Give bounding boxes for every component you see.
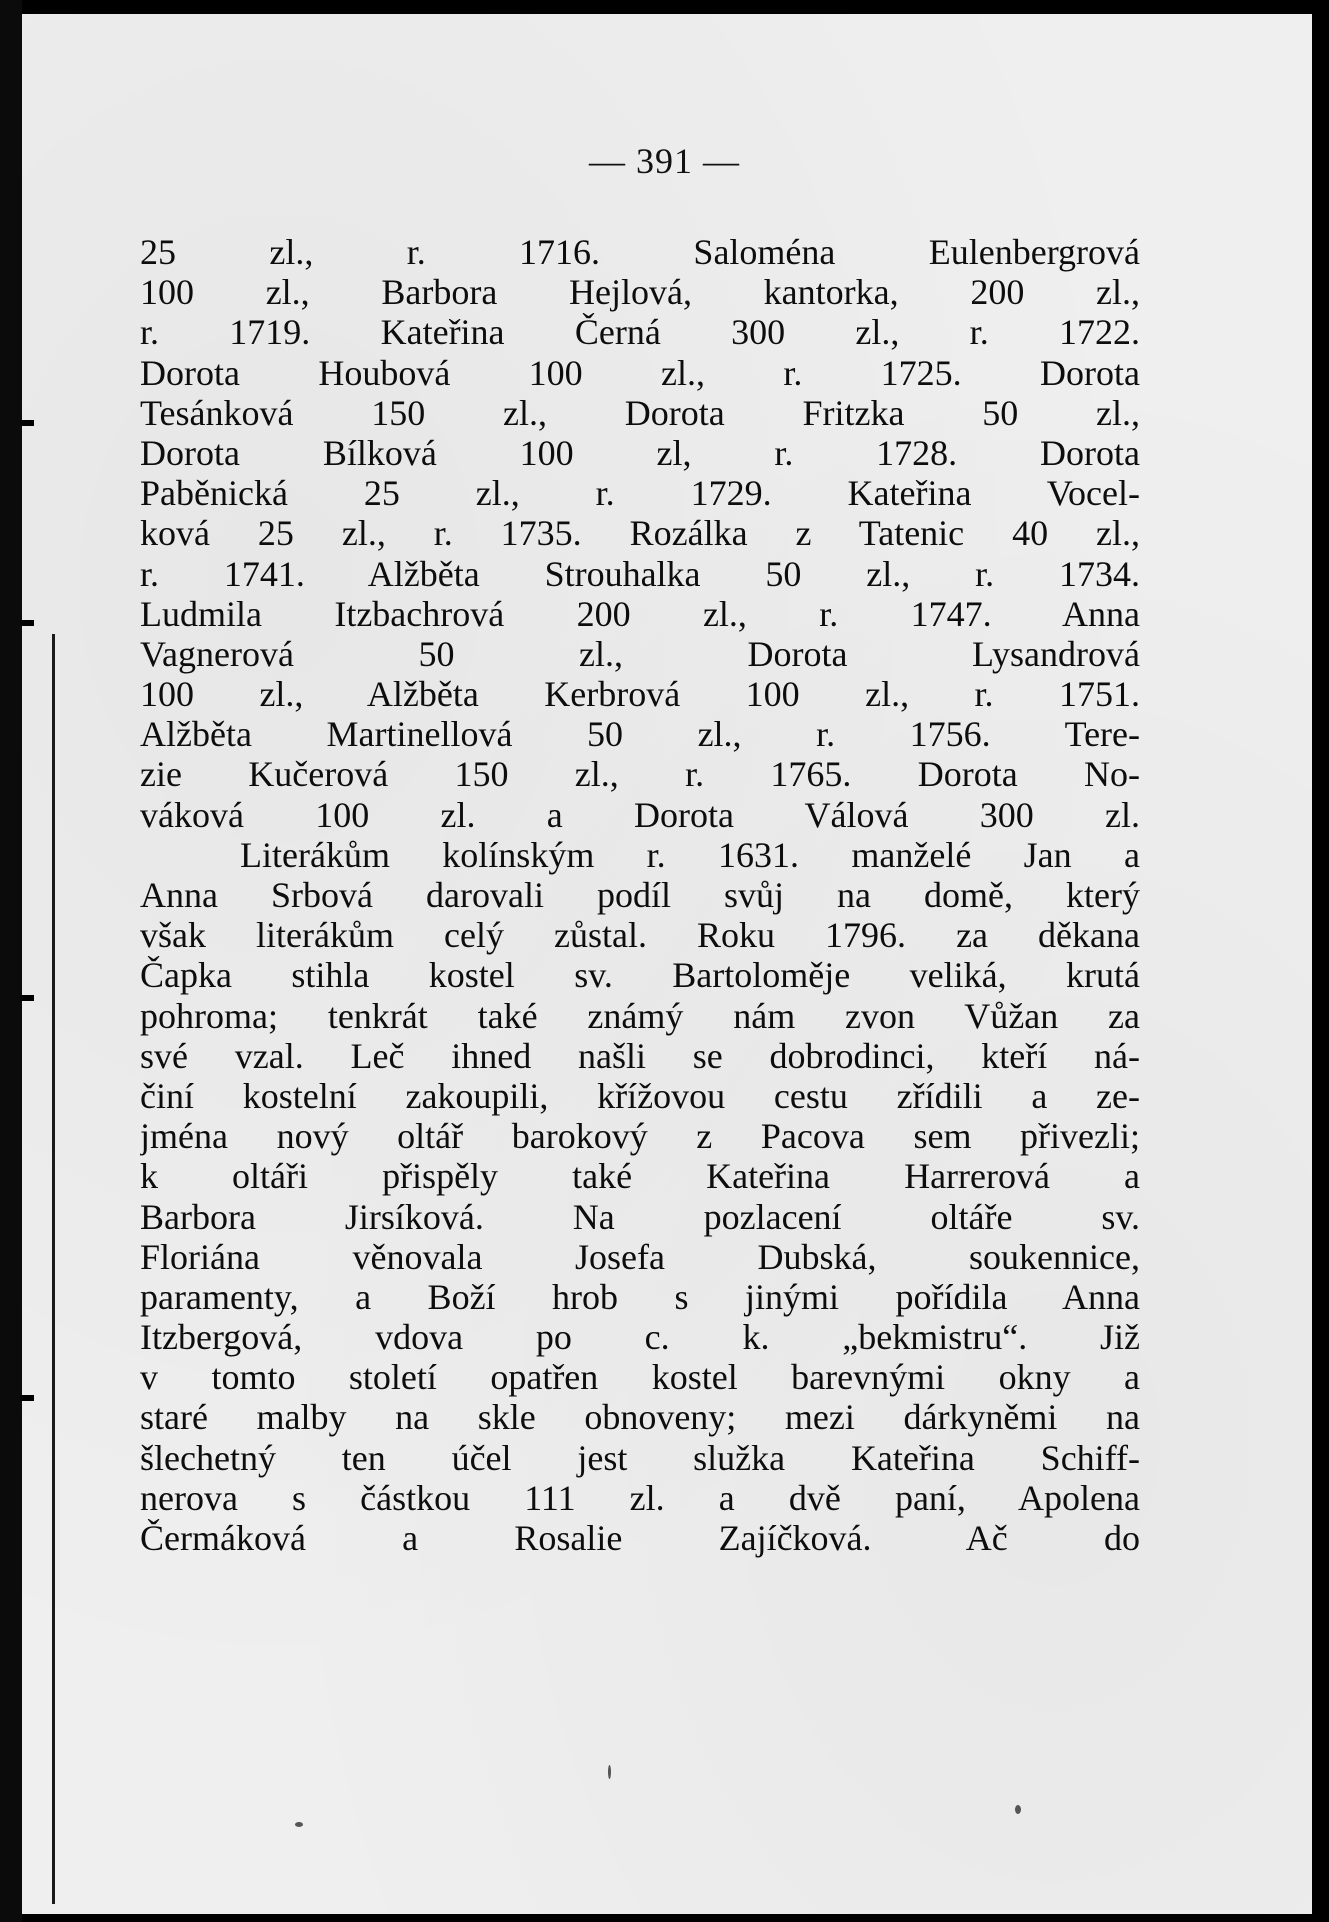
binding-mark bbox=[20, 420, 34, 426]
text-line: paramenty, a Boží hrob s jinými pořídila Anna bbox=[140, 1276, 1140, 1317]
body-text bbox=[140, 232, 1140, 1558]
text-line: r. 1719. Kateřina Černá 300 zl., r. 1722. bbox=[140, 312, 1140, 353]
text-line: Ludmila Itzbachrová 200 zl., r. 1747. Anna bbox=[140, 593, 1140, 634]
text-line: 100 zl., Barbora Hejlová, kantorka, 200 zl., bbox=[140, 272, 1140, 313]
text-line: Dorota Houbová 100 zl., r. 1725. Dorota bbox=[140, 352, 1140, 393]
binding-mark bbox=[20, 995, 34, 1001]
text-line: Floriána věnovala Josefa Dubská, soukennice, bbox=[140, 1236, 1140, 1277]
text-line: však literákům celý zůstal. Roku 1796. za děkana bbox=[140, 915, 1140, 956]
text-line: v tomto století opatřen kostel barevnými okny a bbox=[140, 1357, 1140, 1398]
binding-mark bbox=[20, 1395, 34, 1401]
text-line: 25 zl., r. 1716. Saloména Eulenbergrová bbox=[140, 232, 1140, 272]
text-line: Tesánková 150 zl., Dorota Fritzka 50 zl., bbox=[140, 392, 1140, 433]
text-line: jména nový oltář barokový z Pacova sem přivezli; bbox=[140, 1116, 1140, 1157]
page-number: — 391 — bbox=[589, 141, 740, 181]
text-line: staré malby na skle obnoveny; mezi dárkyněmi na bbox=[140, 1397, 1140, 1438]
text-line: Itzbergová, vdova po c. k. „bekmistru“. Již bbox=[140, 1317, 1140, 1358]
text-line: Anna Srbová darovali podíl svůj na domě, který bbox=[140, 875, 1140, 915]
text-line: nerova s částkou 111 zl. a dvě paní, Apolena bbox=[140, 1477, 1140, 1518]
text-line: Literákům kolínským r. 1631. manželé Jan a bbox=[240, 834, 1140, 875]
text-line: 100 zl., Alžběta Kerbrová 100 zl., r. 1751. bbox=[140, 674, 1140, 715]
scan-speck bbox=[608, 1765, 611, 1779]
text-line: Paběnická 25 zl., r. 1729. Kateřina Vocel- bbox=[140, 473, 1140, 514]
text-line: Čermáková a Rosalie Zajíčková. Ač do bbox=[140, 1518, 1140, 1558]
text-line: ková 25 zl., r. 1735. Rozálka z Tatenic 40 zl., bbox=[140, 513, 1140, 554]
scan-speck bbox=[295, 1822, 303, 1827]
text-line: Vagnerová 50 zl., Dorota Lysandrová bbox=[140, 633, 1140, 674]
binding-edge bbox=[0, 0, 22, 1922]
text-line: své vzal. Leč ihned našli se dobrodinci, kteří ná- bbox=[140, 1035, 1140, 1076]
text-line: pohroma; tenkrát také známý nám zvon Vůžan za bbox=[140, 995, 1140, 1036]
scan-speck bbox=[1015, 1805, 1021, 1814]
text-line: šlechetný ten účel jest služka Kateřina Schiff- bbox=[140, 1437, 1140, 1478]
margin-shadow-line bbox=[52, 634, 55, 1904]
text-line: r. 1741. Alžběta Strouhalka 50 zl., r. 1734. bbox=[140, 553, 1140, 594]
text-line: zie Kučerová 150 zl., r. 1765. Dorota No- bbox=[140, 754, 1140, 795]
text-line: Barbora Jirsíková. Na pozlacení oltáře sv. bbox=[140, 1196, 1140, 1237]
text-line: činí kostelní zakoupili, křížovou cestu zřídili a ze- bbox=[140, 1075, 1140, 1116]
text-line: Čapka stihla kostel sv. Bartoloměje veliká, krutá bbox=[140, 955, 1140, 996]
text-line: k oltáři přispěly také Kateřina Harrerová a bbox=[140, 1156, 1140, 1197]
text-line: Alžběta Martinellová 50 zl., r. 1756. Tere- bbox=[140, 714, 1140, 755]
text-line: Dorota Bílková 100 zl, r. 1728. Dorota bbox=[140, 432, 1140, 473]
binding-mark bbox=[20, 620, 34, 626]
text-line: váková 100 zl. a Dorota Válová 300 zl. bbox=[140, 794, 1140, 835]
